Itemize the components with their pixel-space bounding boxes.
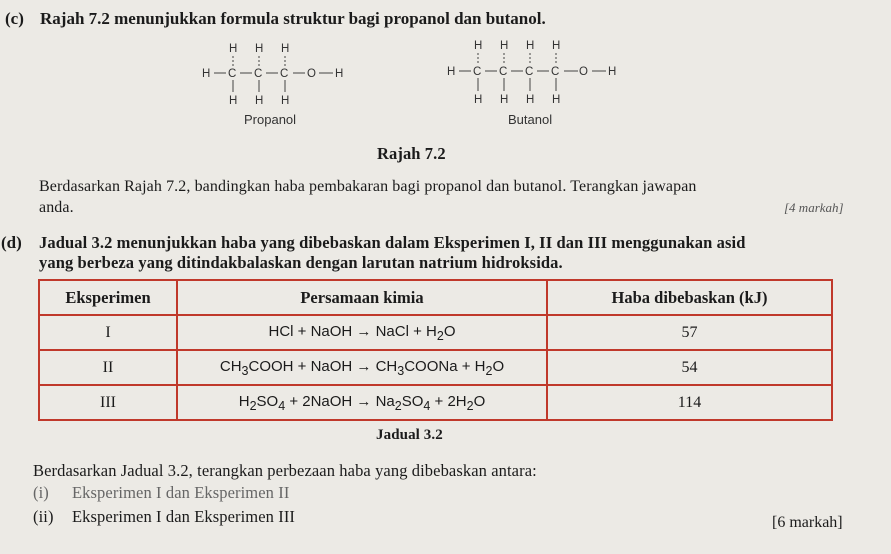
svg-text:C: C <box>254 68 263 80</box>
svg-text:H: H <box>335 68 344 80</box>
svg-text:H: H <box>474 94 483 106</box>
butanol-caption: Butanol <box>508 112 553 127</box>
sub-ii-text: Eksperimen I dan Eksperimen III <box>72 507 296 526</box>
section-c-question-line1: Berdasarkan Rajah 7.2, bandingkan haba pembakaran bagi propanol dan butanol. Terangkan jawapan <box>39 178 697 195</box>
section-d-marks: [6 markah] <box>772 514 843 531</box>
propanol-structure <box>195 38 365 118</box>
svg-text:H: H <box>500 94 509 106</box>
table-row <box>39 315 832 350</box>
table-cell-equation: HCl + NaOH → NaCl + $H_2O$ <box>177 315 547 350</box>
table-cell-experiment: I <box>39 315 177 350</box>
table-cell-equation: $H_2SO_4$ + 2NaOH → $Na_2SO_4 + 2H_2O$ <box>177 385 547 420</box>
table-caption: Jadual 3.2 <box>376 427 443 443</box>
svg-text:H: H <box>474 40 483 52</box>
svg-text:C: C <box>525 66 534 78</box>
sub-ii-label: (ii) <box>33 507 54 526</box>
section-d-text-line2: yang berbeza yang ditindakbalaskan dengan larutan natrium hidroksida. <box>39 253 563 272</box>
svg-text:H: H <box>552 40 561 52</box>
table-row <box>39 385 832 420</box>
table-cell-heat: 54 <box>547 350 832 385</box>
section-c-text: Rajah 7.2 menunjukkan formula struktur bagi propanol dan butanol. <box>40 9 546 28</box>
table-header: Persamaan kimia <box>177 280 547 315</box>
svg-text:C: C <box>551 66 560 78</box>
table-header-row <box>39 280 832 315</box>
table-cell-equation: $CH_3COOH$ + NaOH → $CH_3COONa + H_2O$ <box>177 350 547 385</box>
table-header: Eksperimen <box>39 280 177 315</box>
svg-text:H: H <box>447 66 456 78</box>
svg-text:C: C <box>499 66 508 78</box>
section-c-marks: [4 markah] <box>784 200 844 215</box>
svg-text:C: C <box>280 68 289 80</box>
table-cell-heat: 114 <box>547 385 832 420</box>
figure-caption: Rajah 7.2 <box>377 144 446 163</box>
svg-text:C: C <box>473 66 482 78</box>
sub-i-text: Eksperimen I dan Eksperimen II <box>72 483 290 502</box>
svg-text:H: H <box>608 66 617 78</box>
svg-text:H: H <box>526 40 535 52</box>
svg-text:H: H <box>526 94 535 106</box>
svg-text:H: H <box>552 94 561 106</box>
svg-text:O: O <box>579 66 588 78</box>
table-cell-experiment: II <box>39 350 177 385</box>
svg-text:O: O <box>307 68 316 80</box>
section-d-question: Berdasarkan Jadual 3.2, terangkan perbezaan haba yang dibebaskan antara: <box>33 461 537 480</box>
svg-text:H: H <box>281 95 290 107</box>
svg-text:H: H <box>229 95 238 107</box>
table-header: Haba dibebaskan (kJ) <box>547 280 832 315</box>
svg-text:H: H <box>500 40 509 52</box>
table-row <box>39 350 832 385</box>
table-cell-experiment: III <box>39 385 177 420</box>
propanol-caption: Propanol <box>244 112 297 127</box>
svg-text:H: H <box>281 43 290 55</box>
section-d-text-line1: Jadual 3.2 menunjukkan haba yang dibebaskan dalam Eksperimen I, II dan III menggunakan asid <box>39 233 746 252</box>
butanol-structure <box>438 36 638 118</box>
section-c-question-line2: anda. <box>39 199 74 216</box>
sub-i-label: (i) <box>33 483 49 502</box>
svg-text:H: H <box>229 43 238 55</box>
section-d-label: (d) <box>1 233 22 252</box>
svg-text:H: H <box>255 43 264 55</box>
svg-text:H: H <box>255 95 264 107</box>
svg-text:C: C <box>228 68 237 80</box>
table-cell-heat: 57 <box>547 315 832 350</box>
svg-text:H: H <box>202 68 211 80</box>
experiment-table <box>38 279 833 421</box>
section-c-label: (c) <box>5 9 24 28</box>
